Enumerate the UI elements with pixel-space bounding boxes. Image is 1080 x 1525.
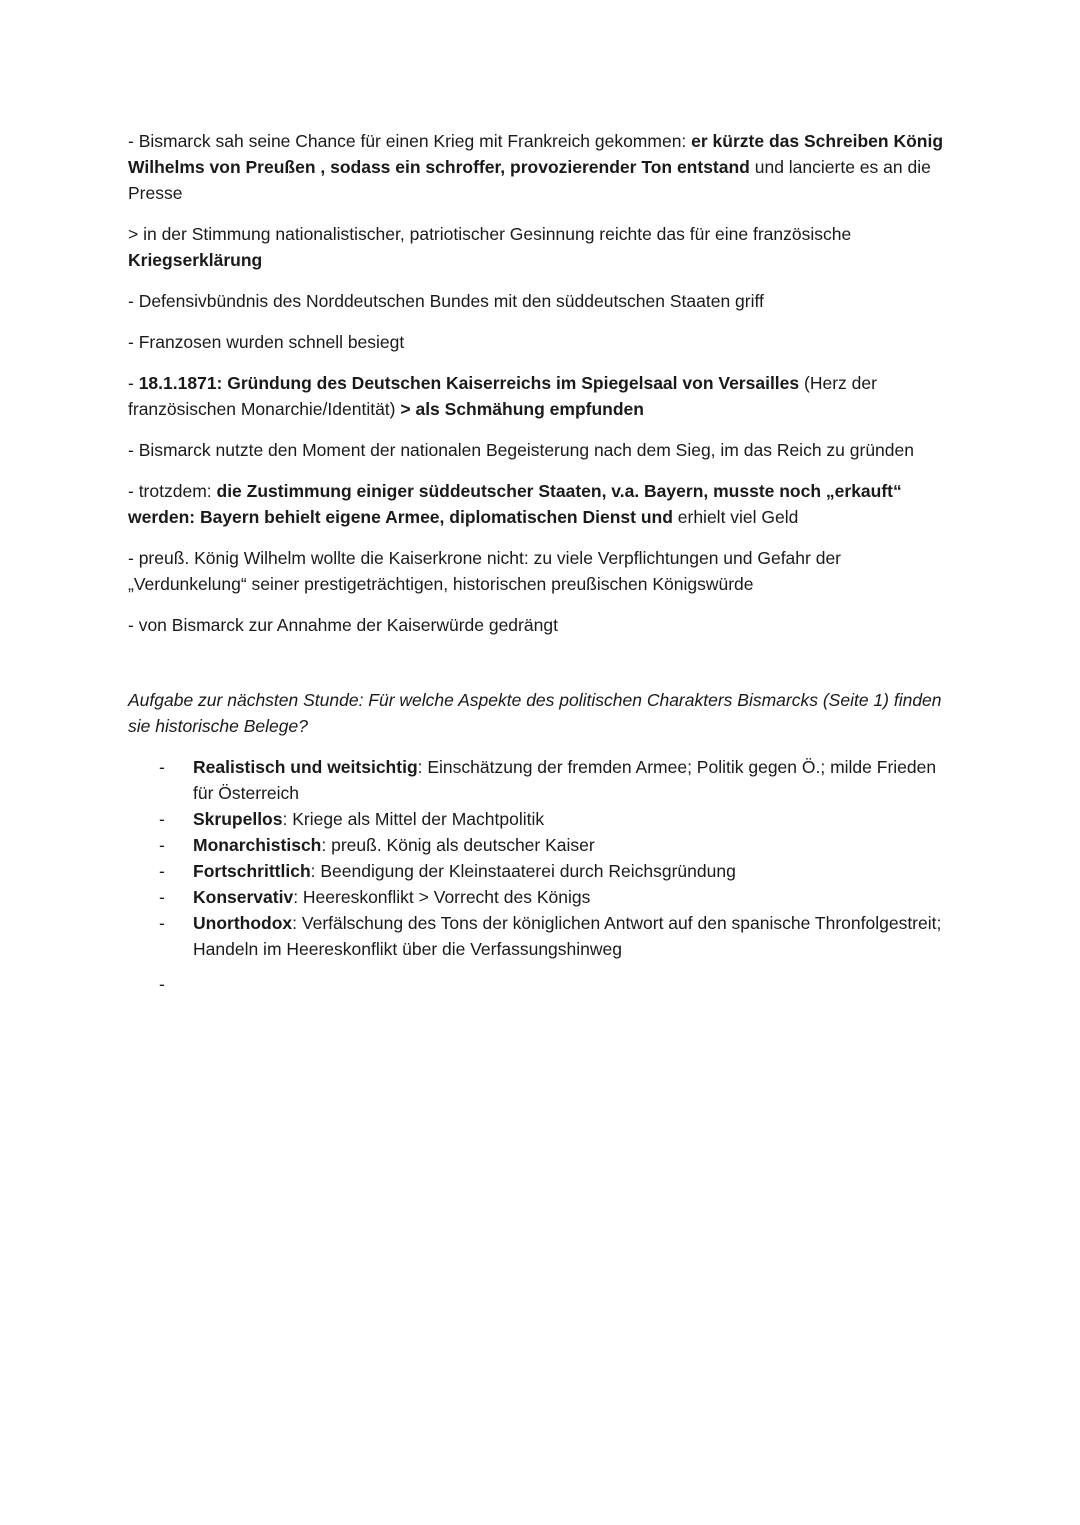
trait-term: Konservativ	[193, 887, 294, 907]
text-run: - Franzosen wurden schnell besiegt	[128, 332, 405, 352]
trait-item	[128, 858, 958, 884]
note-paragraph	[128, 221, 958, 273]
trait-item	[128, 754, 958, 806]
text-run: -	[128, 373, 139, 393]
trait-item	[128, 910, 958, 962]
bold-text: Kriegserklärung	[128, 250, 263, 270]
bold-text: 18.1.1871: Gründung des Deutschen Kaiserreichs im Spiegelsaal von Versailles	[138, 373, 800, 393]
text-run: - von Bismarck zur Annahme der Kaiserwürde gedrängt	[128, 615, 558, 635]
bullet-dash: -	[159, 913, 165, 933]
note-paragraph	[128, 545, 958, 597]
notes-paragraphs	[128, 128, 958, 638]
trait-item	[128, 832, 958, 858]
text-run: (Herz der französischen Monarchie/Identität)	[128, 373, 877, 419]
text-run: - trotzdem:	[128, 481, 217, 501]
trait-term: Monarchistisch	[193, 835, 322, 855]
empty-trait-item	[128, 971, 958, 997]
text-run: erhielt viel Geld	[672, 507, 799, 527]
note-paragraph	[128, 329, 958, 355]
trait-evidence: : Beendigung der Kleinstaaterei durch Reichsgründung	[310, 861, 736, 881]
homework-task: Aufgabe zur nächsten Stunde: Für welche Aspekte des politischen Charakters Bismarcks (Seite 1) finden sie historische Belege?	[128, 690, 942, 736]
note-paragraph	[128, 437, 958, 463]
bold-text: > als Schmähung empfunden	[400, 399, 644, 419]
trait-term: Fortschrittlich	[193, 861, 311, 881]
trait-term: Unorthodox	[193, 913, 293, 933]
bullet-dash: -	[159, 757, 165, 777]
note-paragraph	[128, 128, 958, 206]
note-paragraph	[128, 288, 958, 314]
bold-text: er kürzte das Schreiben König Wilhelms von Preußen , sodass ein schroffer, provozierender Ton entstand	[128, 131, 944, 177]
trait-item	[128, 806, 958, 832]
trait-term: Skrupellos	[193, 809, 283, 829]
text-run: und lancierte es an die Presse	[128, 157, 931, 203]
text-run: - Bismarck nutzte den Moment der nationalen Begeisterung nach dem Sieg, im das Reich zu gründen	[128, 440, 914, 460]
character-traits-list	[128, 754, 958, 997]
note-paragraph	[128, 612, 958, 638]
document-page	[128, 128, 958, 997]
bullet-dash: -	[159, 809, 165, 829]
bullet-dash: -	[159, 887, 165, 907]
bold-text: die Zustimmung einiger süddeutscher Staaten, v.a. Bayern, musste noch „erkauft“ werden: Bayern behielt eigene Armee, diplomatischen Dienst und	[128, 481, 902, 527]
trait-item	[128, 884, 958, 910]
trait-term: Realistisch und weitsichtig	[193, 757, 418, 777]
text-run: > in der Stimmung nationalistischer, patriotischer Gesinnung reichte das für eine französische	[128, 224, 852, 244]
bullet-dash: -	[159, 861, 165, 881]
trait-evidence: : Verfälschung des Tons der königlichen Antwort auf den spanische Thronfolgestreit; Handeln im Heereskonflikt über die Verfassungshinweg	[193, 913, 942, 959]
note-paragraph	[128, 370, 958, 422]
trait-evidence: : preuß. König als deutscher Kaiser	[321, 835, 595, 855]
trait-evidence: : Einschätzung der fremden Armee; Politik gegen Ö.; milde Frieden für Österreich	[193, 757, 937, 803]
text-run: - Bismarck sah seine Chance für einen Krieg mit Frankreich gekommen:	[128, 131, 692, 151]
note-paragraph	[128, 478, 958, 530]
bullet-dash: -	[159, 835, 165, 855]
bullet-dash: -	[159, 974, 165, 994]
text-run: - Defensivbündnis des Norddeutschen Bundes mit den süddeutschen Staaten griff	[128, 291, 764, 311]
text-run: - preuß. König Wilhelm wollte die Kaiserkrone nicht: zu viele Verpflichtungen und Gefahr der „Verdunkelung“ seiner prestigeträchtigen, historischen preußischen Königswürde	[128, 548, 842, 594]
trait-evidence: : Heereskonflikt > Vorrecht des Königs	[293, 887, 591, 907]
trait-evidence: : Kriege als Mittel der Machtpolitik	[282, 809, 545, 829]
